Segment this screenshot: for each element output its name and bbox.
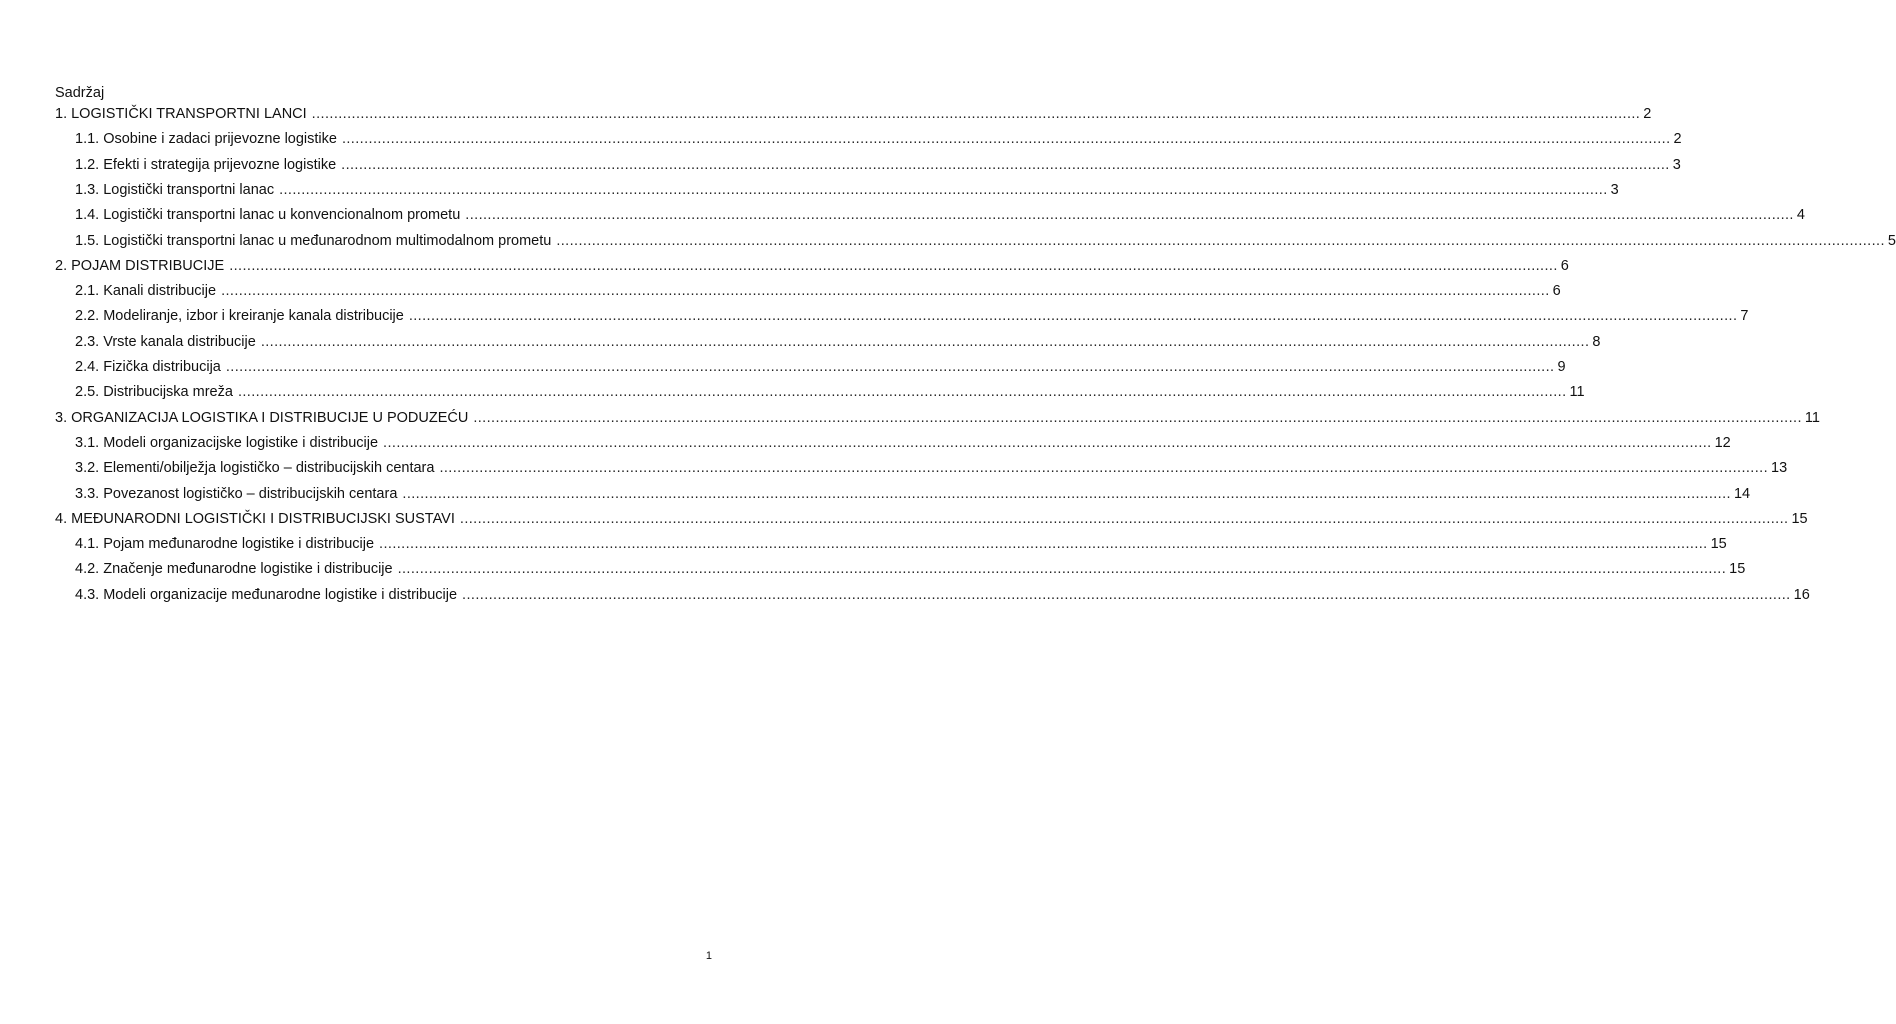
toc-entry[interactable]: [75, 332, 1601, 352]
toc-leader-dots: ............................................................................................................................................................................................................................................................................................................: [459, 510, 1789, 527]
toc-entry-label: 4.3. Modeli organizacije međunarodne logistike i distribucije: [75, 586, 458, 603]
toc-entry-page: 11: [1804, 409, 1820, 426]
toc-entry-label: 2. POJAM DISTRIBUCIJE: [55, 257, 225, 274]
toc-entry-page: 6: [1560, 257, 1569, 274]
toc-leader-dots: ............................................................................................................................................................................................................................................................................................................: [237, 384, 1567, 401]
toc-entry-page: 16: [1793, 586, 1810, 603]
toc-entry-label: 1.1. Osobine i zadaci prijevozne logistike: [75, 131, 337, 148]
toc-entry[interactable]: [75, 484, 1751, 504]
toc-entry-page: 7: [1740, 308, 1749, 325]
toc-entry-label: 3.1. Modeli organizacijske logistike i distribucije: [75, 434, 379, 451]
toc-entry-page: 12: [1714, 434, 1731, 451]
toc-title: Sadržaj: [55, 85, 105, 101]
toc-entry[interactable]: [75, 382, 1585, 402]
toc-entry[interactable]: [55, 408, 1820, 428]
toc-leader-dots: ............................................................................................................................................................................................................................................................................................................: [556, 232, 1885, 249]
toc-leader-dots: ............................................................................................................................................................................................................................................................................................................: [473, 409, 1802, 426]
toc-entry[interactable]: [75, 585, 1810, 605]
toc-entry-label: 1. LOGISTIČKI TRANSPORTNI LANCI: [55, 106, 307, 122]
toc-leader-dots: ............................................................................................................................................................................................................................................................................................................: [383, 434, 1712, 451]
toc-leader-dots: ............................................................................................................................................................................................................................................................................................................: [341, 156, 1670, 173]
toc-leader-dots: ............................................................................................................................................................................................................................................................................................................: [402, 485, 1731, 502]
toc-entry-label: 1.3. Logistički transportni lanac: [75, 181, 275, 198]
toc-entry-label: 4. MEĐUNARODNI LOGISTIČKI I DISTRIBUCIJSKI SUSTAVI: [55, 510, 455, 527]
toc-entry[interactable]: [55, 104, 1652, 124]
toc-entry-page: 11: [1569, 384, 1585, 401]
toc-entry[interactable]: [75, 306, 1749, 326]
toc-entry-page: 2: [1643, 106, 1652, 122]
toc-entry[interactable]: [75, 129, 1682, 149]
toc-entry-label: 1.2. Efekti i strategija prijevozne logistike: [75, 156, 337, 173]
toc-entry-label: 3.3. Povezanost logističko – distribucijskih centara: [75, 485, 398, 502]
toc-leader-dots: ............................................................................................................................................................................................................................................................................................................: [311, 106, 1641, 122]
toc-entry[interactable]: [75, 231, 1896, 251]
toc-entry-page: 15: [1791, 510, 1808, 527]
toc-leader-dots: ............................................................................................................................................................................................................................................................................................................: [279, 181, 1608, 198]
toc-entry-page: 6: [1552, 283, 1561, 300]
toc-entry-page: 8: [1592, 333, 1601, 350]
toc-entry[interactable]: [75, 458, 1788, 478]
toc-leader-dots: ............................................................................................................................................................................................................................................................................................................: [462, 586, 1791, 603]
toc-entry-label: 2.4. Fizička distribucija: [75, 359, 221, 375]
toc-entry-page: 4: [1796, 207, 1805, 224]
toc-leader-dots: ............................................................................................................................................................................................................................................................................................................: [408, 308, 1738, 325]
toc-leader-dots: ............................................................................................................................................................................................................................................................................................................: [229, 257, 1558, 274]
toc-entry-page: 5: [1887, 232, 1896, 249]
toc-entry-page: 3: [1672, 156, 1681, 173]
toc-entry-page: 14: [1733, 485, 1751, 502]
page-number: 1: [705, 950, 712, 962]
toc-entry-page: 15: [1710, 536, 1727, 553]
toc-leader-dots: ............................................................................................................................................................................................................................................................................................................: [260, 333, 1590, 350]
toc-entry-page: 9: [1557, 359, 1566, 375]
toc-entry-page: 13: [1771, 460, 1788, 477]
toc-leader-dots: ............................................................................................................................................................................................................................................................................................................: [379, 536, 1708, 553]
toc-entry[interactable]: [75, 281, 1561, 301]
toc-entry[interactable]: [55, 509, 1808, 529]
toc-entry-label: 4.1. Pojam međunarodne logistike i distribucije: [75, 536, 375, 553]
toc-entry[interactable]: [75, 534, 1727, 554]
toc-entry[interactable]: [55, 256, 1569, 276]
toc-leader-dots: ............................................................................................................................................................................................................................................................................................................: [225, 359, 1555, 375]
toc-entry-label: 2.2. Modeliranje, izbor i kreiranje kanala distribucije: [75, 308, 404, 325]
toc-entry-page: 2: [1673, 131, 1682, 148]
toc-entry[interactable]: [75, 433, 1731, 453]
toc-entry[interactable]: [75, 180, 1619, 200]
toc-entry-label: 3. ORGANIZACIJA LOGISTIKA I DISTRIBUCIJE U PODUZEĆU: [55, 409, 469, 426]
toc-entry[interactable]: [75, 155, 1681, 175]
toc-leader-dots: ............................................................................................................................................................................................................................................................................................................: [465, 207, 1794, 224]
toc-entry-label: 2.1. Kanali distribucije: [75, 283, 217, 300]
toc-entry-label: 1.4. Logistički transportni lanac u konvencionalnom prometu: [75, 207, 461, 224]
toc-entry-label: 2.3. Vrste kanala distribucije: [75, 333, 256, 350]
toc-leader-dots: ............................................................................................................................................................................................................................................................................................................: [397, 561, 1727, 578]
toc-entry[interactable]: [75, 205, 1805, 225]
toc-entry-label: 3.2. Elementi/obilježja logističko – distribucijskih centara: [75, 460, 435, 477]
toc-leader-dots: ............................................................................................................................................................................................................................................................................................................: [439, 460, 1769, 477]
toc-entry-label: 2.5. Distribucijska mreža: [75, 384, 233, 401]
toc-entry-page: 15: [1729, 561, 1746, 578]
toc-entry-label: 4.2. Značenje međunarodne logistike i distribucije: [75, 561, 393, 578]
toc-entry[interactable]: [75, 357, 1566, 377]
toc-entry-label: 1.5. Logistički transportni lanac u međunarodnom multimodalnom prometu: [75, 232, 552, 249]
toc-entry[interactable]: [75, 559, 1746, 579]
toc-leader-dots: ............................................................................................................................................................................................................................................................................................................: [341, 131, 1671, 148]
toc-entry-page: 3: [1610, 181, 1619, 198]
toc-leader-dots: ............................................................................................................................................................................................................................................................................................................: [221, 283, 1550, 300]
